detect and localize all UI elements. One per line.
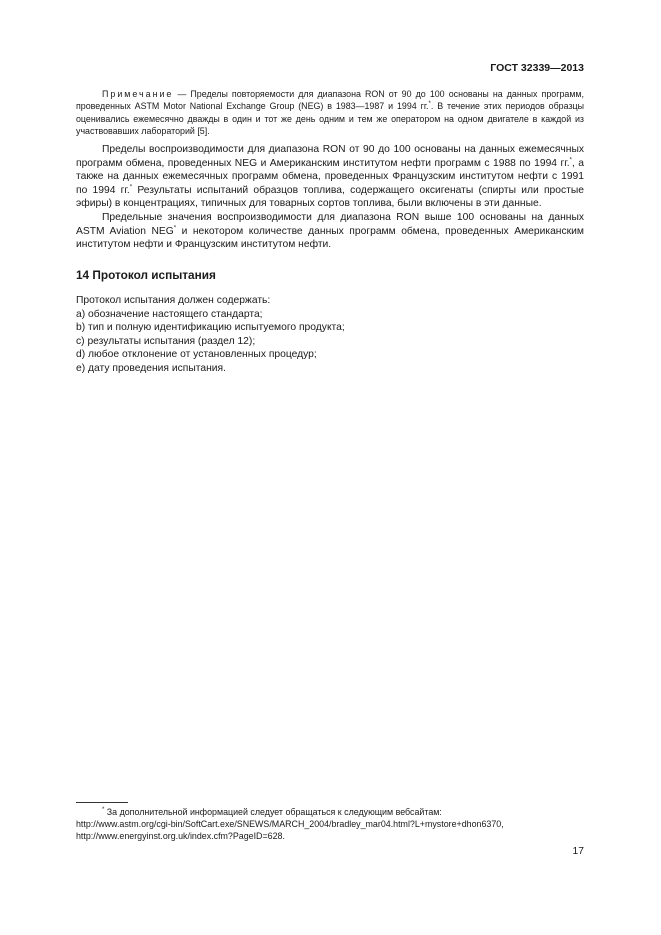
page-number: 17 <box>572 846 584 857</box>
note-paragraph <box>76 88 584 137</box>
footnote-url-energyinst[interactable]: http://www.energyinst.org.uk/index.cfm?PageID=628. <box>76 831 285 842</box>
list-item: d) любое отклонение от установленных процедур; <box>76 349 317 361</box>
paragraph-reproducibility <box>76 143 584 211</box>
footnote-url-astm[interactable]: http://www.astm.org/cgi-bin/SoftCart.exe/SNEWS/MARCH_2004/bradley_mar04.html?L+mystore+dhon6370, <box>76 819 504 830</box>
note-footnote-marker: * <box>428 101 431 108</box>
list-item: a) обозначение настоящего стандарта; <box>76 308 263 320</box>
paragraph-1-text-3: Результаты испытаний образцов топлива, содержащего оксигенаты (спирты или простые эфиры) в концентрациях, типичных для товарных сортов топлива, были включены в эти данные. <box>76 184 584 210</box>
protocol-list <box>76 294 584 376</box>
paragraph-2-footnote-marker: * <box>173 225 177 232</box>
protocol-intro: Протокол испытания должен содержать: <box>76 295 271 306</box>
paragraph-1-text-1: Пределы воспроизводимости для диапазона RON от 90 до 100 основаны на данных ежемесячных программ обмена, проведенных NEG и Американским институтом нефти программ с 1988 по 1994 гг. <box>76 144 584 169</box>
paragraph-limits <box>76 211 584 252</box>
footnote <box>76 806 584 843</box>
paragraph-1-text-2: , а также на данных ежемесячных программ обмена, проведенных Французским институтом нефти с 1991 по 1994 гг. <box>76 157 585 196</box>
note-text-1: — Пределы повторяемости для диапазона RON от 90 до 100 основаны на данных программ, проведенных ASTM Motor National Exchange Group (NEG) в 1983—1987 и 1994 гг. <box>76 89 584 112</box>
list-item: e) дату проведения испытания. <box>76 362 226 374</box>
paragraph-1-footnote-marker-2: * <box>129 184 133 191</box>
standard-header: ГОСТ 32339—2013 <box>490 62 584 74</box>
body-text <box>76 143 584 252</box>
paragraph-2-text-1: Предельные значения воспроизводимости для диапазона RON выше 100 основаны на данных ASTM Aviation NEG <box>76 211 584 237</box>
paragraph-2-text-2: и некотором количестве данных программ обмена, проведенных Американским институтом нефти и Французским институтом нефти. <box>76 225 584 251</box>
footnote-text: За дополнительной информацией следует обращаться к следующим вебсайтам: <box>104 807 442 817</box>
list-item: c) результаты испытания (раздел 12); <box>76 335 256 347</box>
section-title: 14 Протокол испытания <box>76 268 216 282</box>
note-text-2: . В течение этих периодов образцы оценивались ежемесячно дважды в один и тот же день одним и тем же оператором на одном двигателе в каждой из участвовавших лабораторий [5]. <box>76 101 584 136</box>
paragraph-1-footnote-marker-1: * <box>569 157 572 164</box>
footnote-divider <box>76 802 128 803</box>
footnote-marker: * <box>102 807 105 814</box>
note-label: Примечание <box>102 89 174 99</box>
list-item: b) тип и полную идентификацию испытуемого продукта; <box>76 322 345 334</box>
